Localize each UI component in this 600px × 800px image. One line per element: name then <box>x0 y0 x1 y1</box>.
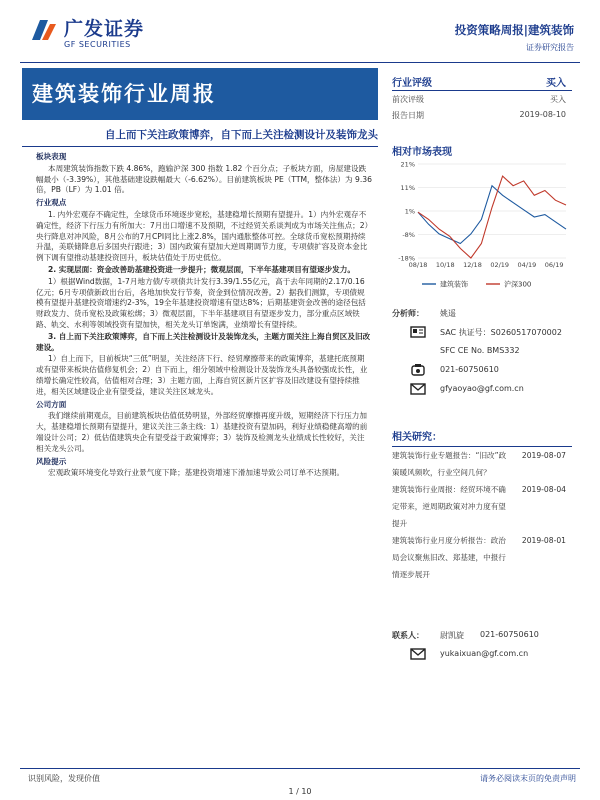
analyst-name-row <box>392 306 572 325</box>
report-category: 证券研究报告 <box>526 43 574 52</box>
logo-text-en: GF SECURITIES <box>64 40 131 49</box>
section-heading: 行业观点 <box>36 198 67 208</box>
x-tick-label: 10/18 <box>435 261 455 269</box>
subtitle-divider <box>22 146 378 147</box>
prev-rating-label: 前次评级 <box>392 95 424 104</box>
y-tick-label: -18% <box>398 254 415 263</box>
logo-mark-icon <box>28 16 58 46</box>
footer-disclaimer[interactable]: 请务必阅读末页的免责声明 <box>480 774 576 783</box>
logo-text-cn: 广发证券 <box>64 18 145 40</box>
related-item-text[interactable]: 建筑装饰行业月度分析报告：政治局会议聚焦旧改、郑基建，中报行情逐步展开 <box>392 536 506 579</box>
analyst-sfc: SFC CE No. BMS332 <box>440 346 520 355</box>
company-logo <box>28 14 168 58</box>
analyst-label: 分析师： <box>392 309 424 318</box>
chart-svg <box>392 158 572 298</box>
x-tick-label: 04/19 <box>517 261 537 269</box>
sub-heading: 3. 自上而下关注政策博弈，自下而上关注检测设计及装饰龙头，主题方面关注上海自贸区及旧改建设。 <box>36 331 371 352</box>
header-divider <box>20 62 580 63</box>
contact-email-row <box>392 647 572 666</box>
contact-info <box>392 628 572 666</box>
legend-label: 沪深300 <box>504 280 532 289</box>
related-research <box>392 428 572 583</box>
paragraph: 1）自上而下，目前板块“三低”明显，关注经济下行、经贸摩擦带来的政策博弈，基建托底预期或有望带来板块估值修复机会；2）自下而上，细分领域中检测设计及装饰龙头具备较强成长性，业绩增长确定性较高，估值相对合理；3）主题方面，上海自贸区新片区扩容及旧改建设有望持续推进，相关区域建设企业有望受益，建议关注区域龙头。 <box>36 354 368 396</box>
paragraph: 我们继续前期观点，目前建筑板块估值低势明显，外部经贸摩擦再度升级，短期经济下行压力加大，基建稳增长预期有望提升，建议关注三条主线：1）基建投资有望加码，利好业绩稳健高增的前端设计公司；2）低估值建筑央企有望受益于政策博弈；3）装饰及检测龙头业绩成长性较好，关注相关龙头公司。 <box>36 411 368 453</box>
related-item-date: 2019-08-07 <box>521 451 566 460</box>
related-item[interactable] <box>392 447 572 481</box>
x-tick-label: 02/19 <box>490 261 510 269</box>
relative-performance-chart <box>392 143 572 303</box>
prev-rating-value: 买入 <box>550 95 566 104</box>
related-item-date: 2019-08-01 <box>521 536 566 545</box>
analyst-email[interactable]: gfyaoyao@gf.com.cn <box>440 384 524 393</box>
analyst-sfc-row <box>392 344 572 363</box>
prev-rating-row <box>392 91 572 107</box>
report-date-value: 2019-08-10 <box>519 110 566 119</box>
report-date-label: 报告日期 <box>392 111 424 120</box>
related-item[interactable] <box>392 481 572 532</box>
sub-heading: 2. 实现层面：资金改善助基建投资进一步提升；微观层面，下半年基建项目有望逐步发力。 <box>48 264 355 274</box>
rating-value: 买入 <box>546 78 566 89</box>
phone-icon <box>410 363 426 377</box>
analyst-phone: 021-60750610 <box>440 365 499 374</box>
chart-title: 相对市场表现 <box>392 147 452 158</box>
footer-divider <box>20 768 580 769</box>
analyst-info <box>392 306 572 401</box>
report-date-row <box>392 107 572 123</box>
related-item[interactable] <box>392 532 572 583</box>
y-tick-label: 1% <box>404 207 415 216</box>
paragraph: 1）根据Wind数据，1-7月地方债/专项债共计发行3.39/1.55亿元，高于去年同期的2.17/0.16亿元；6月专项债新政出台后，各地加快发行节奏，资金到位情况改善。2）据我们测算，专项债规模有望提升基建投资增速约2-3%，19全年基建投资增速有望达8%；后期基建资金改善的途径包括财政发力、货币宽松及政策松绑；3）微观层面，下半年基建项目有望逐步发力，部分重点区域铁路、轨交、水利等领域投资有望加快，相关龙头订单饱满，业绩增长有望持续。 <box>36 276 366 329</box>
section-heading: 风险提示 <box>36 456 67 466</box>
y-tick-label: -8% <box>402 231 415 239</box>
y-tick-label: 21% <box>400 160 415 169</box>
analyst-sac: SAC 执证号：S0260517070002 <box>440 328 562 337</box>
report-type: 投资策略周报|建筑装饰 <box>454 23 574 37</box>
report-body <box>36 150 372 480</box>
rating-panel <box>392 72 572 123</box>
series-line-1 <box>418 176 566 258</box>
x-tick-label: 06/19 <box>544 261 564 269</box>
email-icon <box>410 647 426 661</box>
report-subtitle: 自上而下关注政策博弈，自下而上关注检测设计及装饰龙头 <box>105 129 378 141</box>
page-number: 1 / 10 <box>288 787 312 796</box>
rating-header <box>392 72 572 91</box>
email-icon <box>410 382 426 396</box>
paragraph: 本周建筑装饰指数下跌 4.86%，跑输沪深 300 指数 1.82 个百分点；子板块方面，房屋建设跌幅最小（-3.39%），其他基础建设跌幅最大（-6.62%）。目前建筑板块 PE（TTM，整体法）为 9.36 倍，PB（LF）为 1.01 倍。 <box>36 163 372 195</box>
related-title: 相关研究： <box>392 428 572 447</box>
x-tick-label: 08/18 <box>408 261 428 269</box>
paragraph: 宏观政策环境变化导致行业景气度下降；基建投资增速下滑加速导致公司订单不达预期。 <box>48 468 345 478</box>
analyst-sac-row <box>392 325 572 344</box>
series-line-0 <box>418 186 566 244</box>
contact-label: 联系人： <box>392 631 424 640</box>
legend-label: 建筑装饰 <box>440 280 468 289</box>
analyst-name: 姚遥 <box>440 309 456 318</box>
x-tick-label: 12/18 <box>463 261 482 269</box>
contact-name: 尉凯旋 <box>440 631 464 640</box>
section-heading: 公司方面 <box>36 399 67 409</box>
contact-email[interactable]: yukaixuan@gf.com.cn <box>440 649 529 658</box>
contact-name-row <box>392 628 572 647</box>
y-tick-label: 11% <box>400 184 415 192</box>
section-heading: 板块表现 <box>36 152 67 161</box>
related-item-text[interactable]: 建筑装饰行业周报：经贸环境不确定带来，逆周期政策对冲力度有望提升 <box>392 485 506 528</box>
related-item-date: 2019-08-04 <box>521 485 566 494</box>
page-title: 建筑装饰行业周报 <box>32 82 216 106</box>
id-card-icon <box>410 325 426 339</box>
contact-phone: 021-60750610 <box>480 630 539 639</box>
rating-label: 行业评级 <box>392 78 432 89</box>
paragraph: 1. 内外宏观存不确定性，全球货币环境逐步宽松，基建稳增长预期有望提升。1）内外宏观存不确定性，经济下行压力有所加大：7月出口增速不及预期，不过经贸关系谈判成为市场关注焦点；2）央行降息对冲风险，8月公布的7月CPI同比上涨2.8%，国内通胀整体可控。全球货币宽松预期持续升温，美联储降息后多国央行跟进；3）国内政策有望加大逆周期调节力度，专项债扩容及资本金比例下调有望推动基建投资回升，板块估值处于历史低位。 <box>36 209 369 263</box>
analyst-phone-row <box>392 363 572 382</box>
footer-slogan: 识别风险，发现价值 <box>28 774 100 783</box>
related-item-text[interactable]: 建筑装饰行业专题报告：“旧改”政策暖风频吹，行业空间几何？ <box>392 451 507 477</box>
analyst-email-row <box>392 382 572 401</box>
